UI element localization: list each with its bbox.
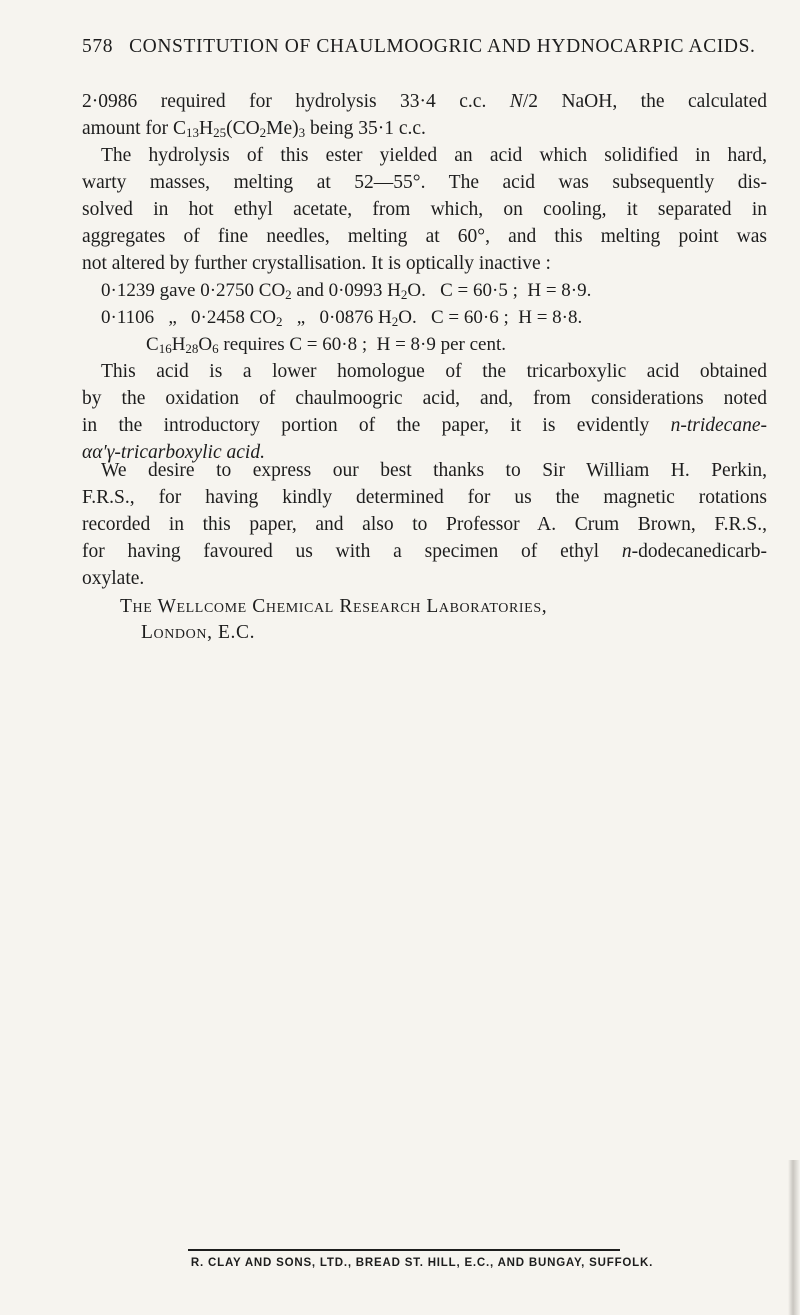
affiliation-line: The Wellcome Chemical Research Laboratories, [120, 596, 548, 617]
text-line: F.R.S., for having kindly determined for us the magnetic rotations [82, 487, 767, 508]
footer-rule [188, 1249, 620, 1251]
text-line: not altered by further crystallisation. It is optically inactive : [82, 253, 551, 274]
text-line: αα′γ-tricarboxylic acid. [82, 442, 265, 463]
affiliation [120, 594, 760, 646]
text-line: oxylate. [82, 568, 145, 589]
paragraph-conclusion [82, 358, 767, 466]
affiliation-line: London, E.C. [141, 622, 256, 643]
text-line: for having favoured us with a specimen of ethyl n-dodecanedicarb- [82, 541, 767, 562]
text-line: aggregates of fine needles, melting at 60°, and this melting point was [82, 226, 767, 247]
text-line: solved in hot ethyl acetate, from which, on cooling, it separated in [82, 199, 767, 220]
text-line: 2·0986 required for hydrolysis 33·4 c.c. N/2 NaOH, the calculated [82, 91, 767, 112]
text-line: amount for $C_{13}H_{25}(CO_2Me)_3$ being 35·1 c.c. [82, 118, 426, 140]
paragraph-acknowledgements [82, 457, 767, 592]
text-line: by the oxidation of chaulmoogric acid, and, from considerations noted [82, 388, 767, 409]
running-header [82, 36, 762, 58]
text-line: warty masses, melting at 52—55°. The acid was subsequently dis- [82, 172, 767, 193]
page-number: 578 [82, 36, 114, 57]
text-line: recorded in this paper, and also to Professor A. Crum Brown, F.R.S., [82, 514, 767, 535]
combustion-analysis [101, 277, 761, 358]
running-title: CONSTITUTION OF CHAULMOOGRIC AND HYDNOCARPIC ACIDS. [129, 36, 756, 57]
printer-imprint: R. CLAY AND SONS, LTD., BREAD ST. HILL, E.C., AND BUNGAY, SUFFOLK. [190, 1257, 654, 1269]
paragraph-hydrolysis-result [82, 88, 767, 142]
paragraph-acid-description [82, 142, 767, 277]
text-line: This acid is a lower homologue of the tricarboxylic acid obtained [101, 361, 767, 382]
analysis-row: 0·1239 gave 0·2750 $CO_2$ and 0·0993 $H_2O$. C = 60·5 ; H = 8·9. [101, 280, 592, 302]
text-line: We desire to express our best thanks to Sir William H. Perkin, [101, 460, 767, 481]
text-line: The hydrolysis of this ester yielded an acid which solidified in hard, [101, 145, 767, 166]
analysis-row: 0·1106 „ 0·2458 $CO_2$ „ 0·0876 $H_2O$. C = 60·6 ; H = 8·8. [101, 307, 583, 329]
analysis-formula-row: $C_{16}H_{28}O_6$ requires C = 60·8 ; H = 8·9 per cent. [146, 334, 507, 356]
page-edge-shadow [788, 1160, 800, 1315]
text-line: in the introductory portion of the paper, it is evidently n-tridecane- [82, 415, 767, 436]
